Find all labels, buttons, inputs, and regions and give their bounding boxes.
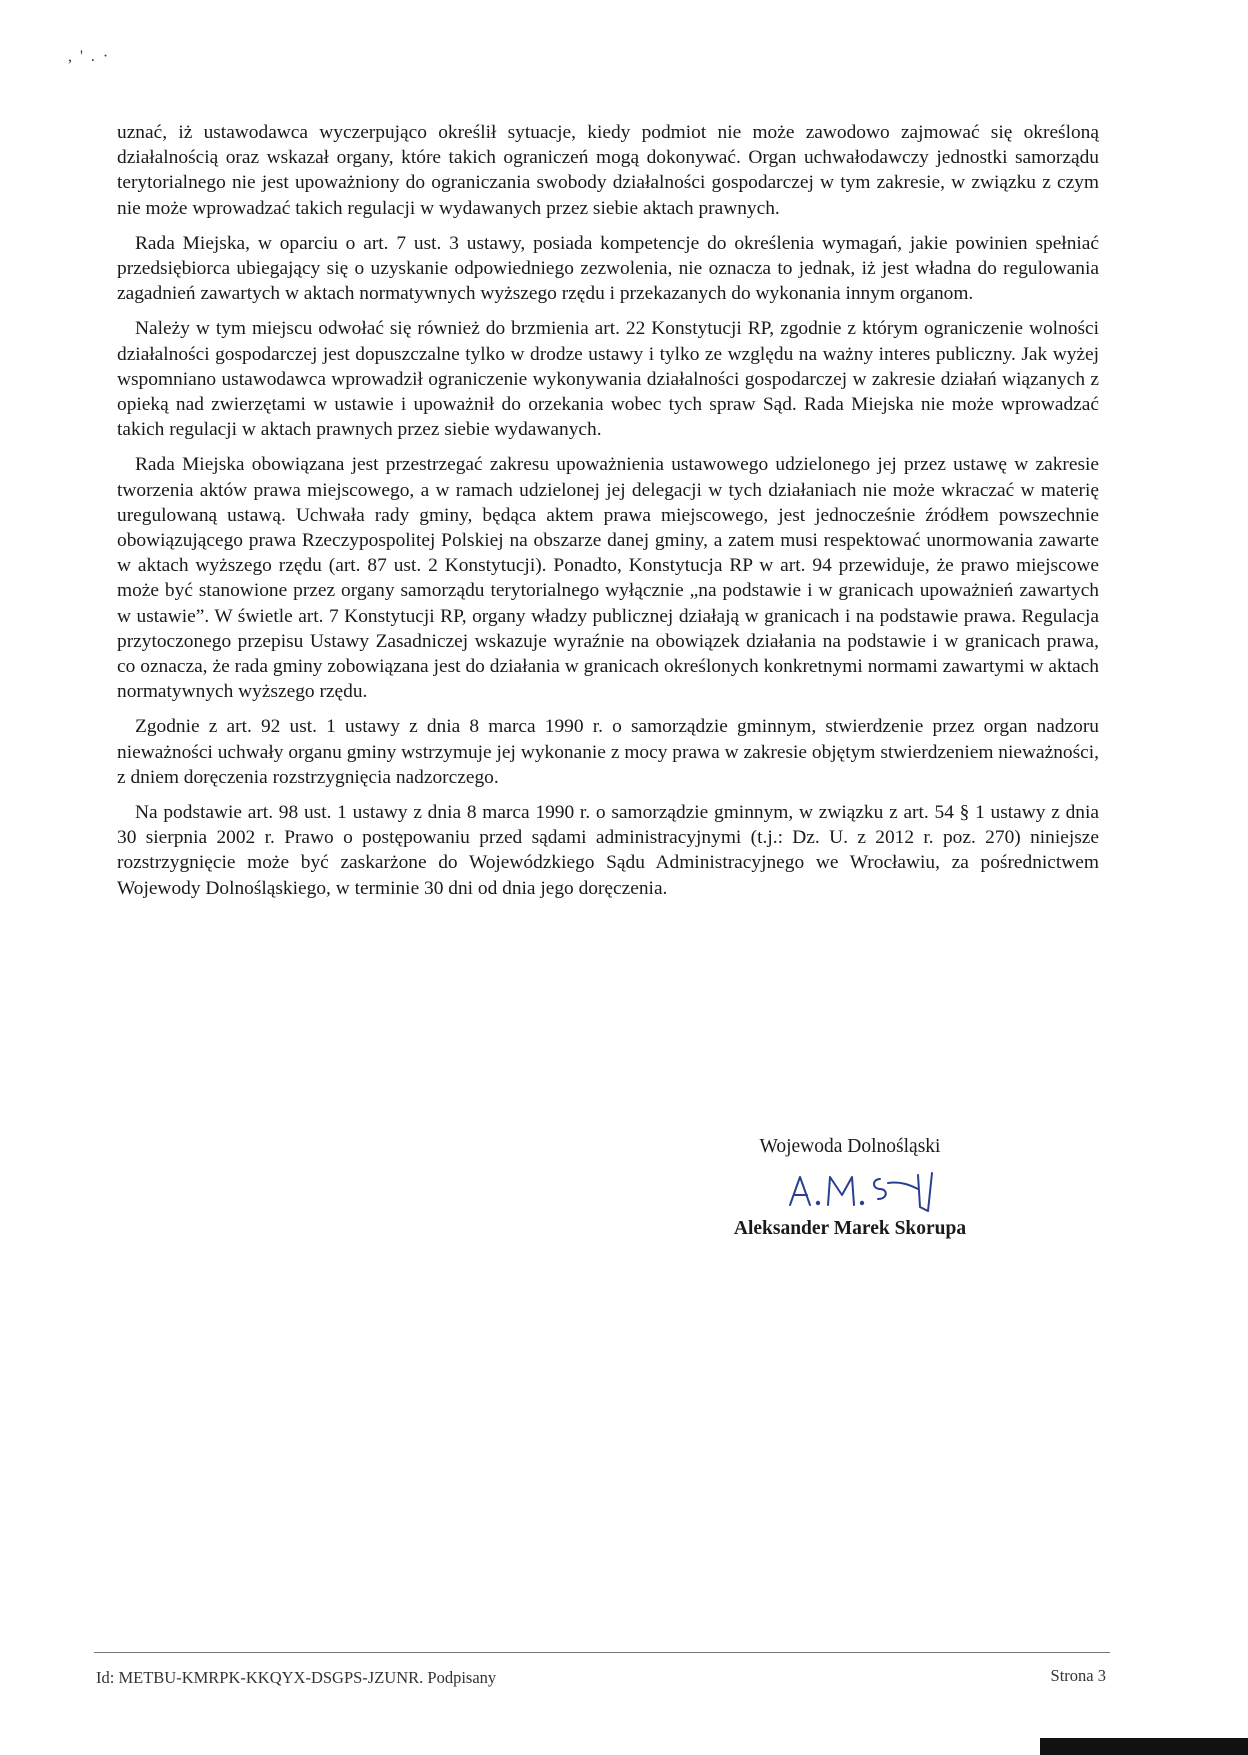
paragraph-1: uznać, iż ustawodawca wyczerpująco określił sytuacje, kiedy podmiot nie może zawodowo zajmować się określoną działalnością oraz wskazał organy, które takich ograniczeń mogą dokonywać. Organ uchwałodawczy jednostki samorządu terytorialnego nie jest upoważniony do ograniczania swobody działalności gospodarczej w tym zakresie, w związku z czym nie może wprowadzać takich regulacji w wydawanych przez siebie aktach prawnych. <box>117 122 1099 219</box>
page-number: Strona 3 <box>1050 1666 1106 1685</box>
paragraph-3: Należy w tym miejscu odwołać się również do brzmienia art. 22 Konstytucji RP, zgodnie z którym ograniczenie wolności działalności gospodarczej jest dopuszczalne tylko w drodze ustawy i tylko ze względu na ważny interes publiczny. Jak wyżej wspomniano ustawodawca wprowadził ograniczenie wykonywania działalności gospodarczej w zakresie działań wiązanych z opieką nad zwierzętami w ustawie i upoważnił do orzekania wobec tych spraw Sąd. Rada Miejska nie może wprowadzać takich regulacji w aktach prawnych przez siebie wydawanych. <box>117 318 1099 441</box>
paragraph-6: Na podstawie art. 98 ust. 1 ustawy z dnia 8 marca 1990 r. o samorządzie gminnym, w związku z art. 54 § 1 ustawy z dnia 30 sierpnia 2002 r. Prawo o postępowaniu przed sądami administracyjnymi (t.j.: Dz. U. z 2012 r. poz. 270) niniejsze rozstrzygnięcie może być zaskarżone do Wojewódzkiego Sądu Administracyjnego we Wrocławiu, za pośrednictwem Wojewody Dolnośląskiego, w terminie 30 dni od dnia jego doręczenia. <box>117 802 1099 899</box>
paragraph-4: Rada Miejska obowiązana jest przestrzegać zakresu upoważnienia ustawowego udzielonego jej przez ustawę w zakresie tworzenia aktów prawa miejscowego, a w ramach udzielonej jej delegacji w tych działaniach nie może wkraczać w materię uregulowaną ustawą. Uchwała rady gminy, będąca aktem prawa miejscowego, jest jednocześnie źródłem powszechnie obowiązującego prawa Rzeczypospolitej Polskiej na obszarze danej gminy, a zatem musi respektować unormowania zawarte w aktach wyższego rzędu (art. 87 ust. 2 Konstytucji). Ponadto, Konstytucja RP w art. 94 przewiduje, że prawo miejscowe może być stanowione przez organy samorządu terytorialnego wyłącznie „na podstawie i w granicach upoważnień zawartych w ustawie”. W świetle art. 7 Konstytucji RP, organy władzy publicznej działają w granicach i na podstawie prawa. Regulacja przytoczonego przepisu Ustawy Zasadniczej wskazuje wyraźnie na obowiązek działania na podstawie i w granicach prawa, co oznacza, że rada gminy zobowiązana jest do działania w granicach określonych konkretnymi normami zawartymi w aktach normatywnych wyższego rzędu. <box>117 454 1099 703</box>
document-body <box>117 120 1099 911</box>
paragraph-5: Zgodnie z art. 92 ust. 1 ustawy z dnia 8 marca 1990 r. o samorządzie gminnym, stwierdzenie przez organ nadzoru nieważności uchwały organu gminy wstrzymuje jej wykonanie z mocy prawa w zakresie objętym stwierdzeniem nieważności, z dniem doręczenia rozstrzygnięcia nadzorczego. <box>117 716 1099 788</box>
handwritten-signature <box>750 1165 950 1215</box>
signature-block <box>700 1135 1000 1241</box>
signatory-title: Wojewoda Dolnośląski <box>759 1136 941 1157</box>
footer-divider <box>94 1652 1110 1653</box>
document-id: Id: METBU-KMRPK-KKQYX-DSGPS-JZUNR. Podpisany <box>96 1668 497 1687</box>
scan-edge-artifact <box>1040 1738 1248 1755</box>
paragraph-2: Rada Miejska, w oparciu o art. 7 ust. 3 ustawy, posiada kompetencje do określenia wymagań, jakie powinien spełniać przedsiębiorca ubiegający się o uzyskanie odpowiedniego zezwolenia, nie oznacza to jednak, iż jest władna do regulowania zagadnień zawartych w aktach normatywnych wyższego rzędu i przekazanych do wykonania innym organom. <box>117 232 1099 305</box>
scan-artifact-mark: , ' . · <box>68 48 111 65</box>
signatory-name: Aleksander Marek Skorupa <box>733 1218 967 1239</box>
